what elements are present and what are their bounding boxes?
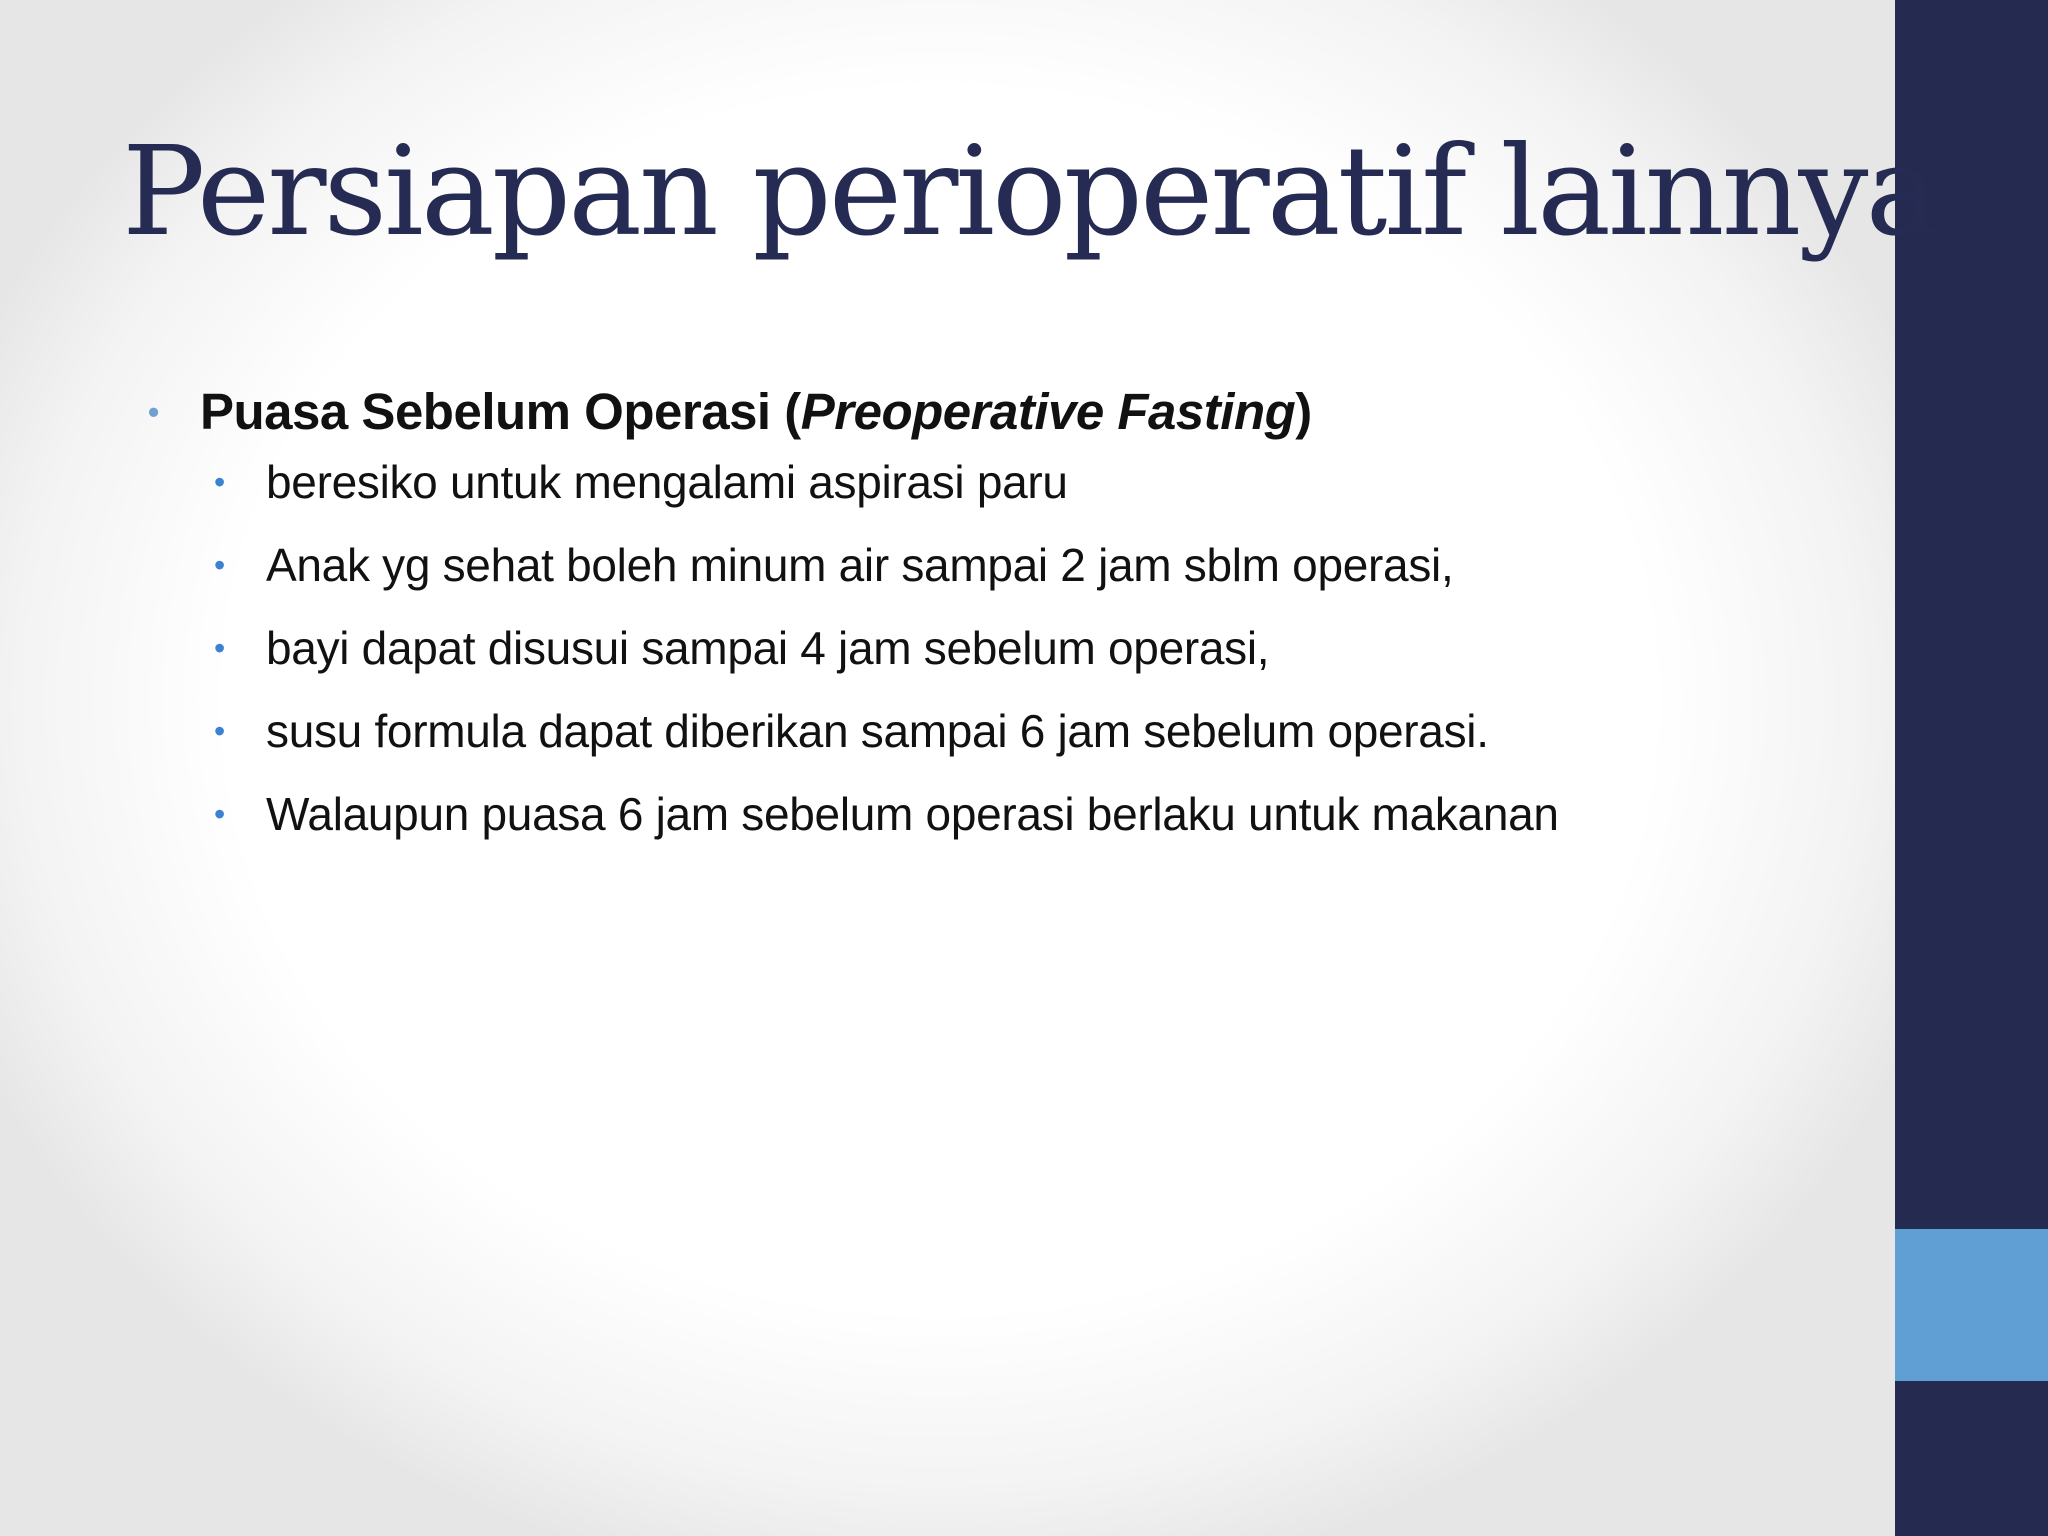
sub-bullet-item: [148, 452, 1848, 512]
sub-bullet-dot-icon: •: [214, 713, 225, 749]
side-accent-block: [1895, 1229, 2048, 1381]
sub-bullet-dot-icon: •: [214, 796, 225, 832]
sub-bullet-text: susu formula dapat diberikan sampai 6 jam sebelum operasi.: [266, 705, 1489, 757]
sub-bullet-item: [148, 618, 1848, 678]
sub-bullet-item: [148, 784, 1848, 844]
bullet-dot-icon: •: [148, 394, 159, 430]
sub-bullet-item: [148, 535, 1848, 595]
bullet-text-main: Puasa Sebelum Operasi (: [200, 383, 801, 440]
sub-bullet-text: bayi dapat disusui sampai 4 jam sebelum operasi,: [266, 622, 1270, 674]
sub-bullet-text: Walaupun puasa 6 jam sebelum operasi berlaku untuk makanan: [266, 788, 1559, 840]
sub-bullet-item: [148, 701, 1848, 761]
sub-bullet-dot-icon: •: [214, 547, 225, 583]
slide-title: Persiapan perioperatif lainnya: [122, 120, 1937, 264]
bullet-text-close: ): [1295, 383, 1312, 440]
bullet-list: [148, 378, 1848, 844]
sub-bullet-list: [148, 452, 1848, 844]
sub-bullet-text: beresiko untuk mengalami aspirasi paru: [266, 456, 1068, 508]
sub-bullet-dot-icon: •: [214, 464, 225, 500]
sub-bullet-dot-icon: •: [214, 630, 225, 666]
bullet-item-puasa: [148, 378, 1848, 446]
sub-bullet-text: Anak yg sehat boleh minum air sampai 2 jam sblm operasi,: [266, 539, 1454, 591]
bullet-text-italic: Preoperative Fasting: [800, 383, 1296, 440]
